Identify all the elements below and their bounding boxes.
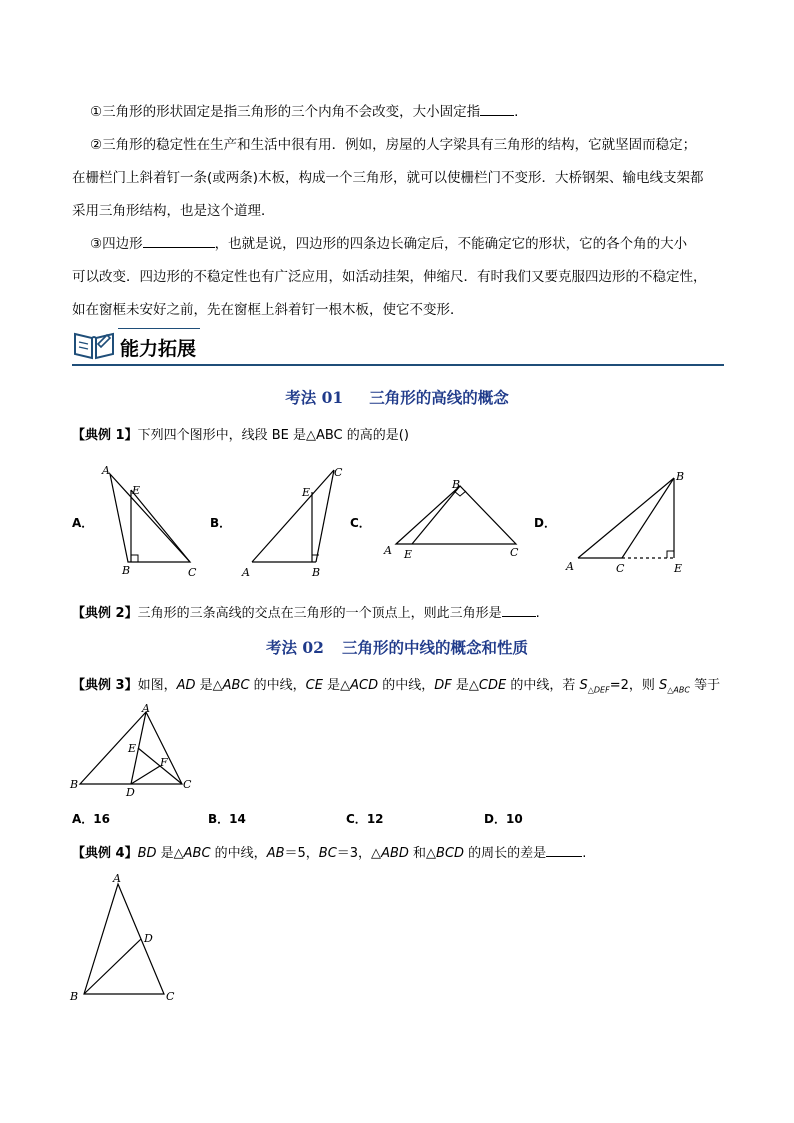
label-a: A — [242, 566, 250, 579]
label-c: C — [166, 990, 175, 1003]
answer-blank[interactable] — [502, 602, 536, 617]
label-a: A — [566, 560, 574, 573]
label-b: B — [452, 478, 461, 491]
label-c: C — [616, 562, 625, 575]
label-a: A — [384, 544, 392, 557]
label-c: C — [510, 546, 519, 559]
method-2-heading: 考法 02 三角形的中线的概念和性质 — [266, 638, 528, 657]
label-e: E — [128, 742, 137, 755]
header-top-line — [118, 328, 200, 329]
example-2-question: 【典例 2】三角形的三条高线的交点在三角形的一个顶点上，则此三角形是 . — [72, 602, 732, 621]
answer-blank[interactable] — [480, 101, 514, 116]
intro-line-4: 采用三角形结构，也是这个道理． — [72, 203, 275, 219]
label-c: C — [188, 566, 197, 579]
option-c[interactable]: C． — [350, 516, 371, 530]
book-icon — [72, 326, 116, 362]
intro-line-5: ③四边形 ，也就是说，四边形的四条边长确定后，不能确定它的形状，它的各个角的大小 — [72, 228, 724, 261]
option-b[interactable]: B． — [210, 516, 232, 530]
label-e: E — [404, 548, 413, 561]
option-a[interactable]: A．16 — [72, 812, 110, 826]
label-a: A — [142, 702, 150, 715]
option-b[interactable]: B．14 — [208, 812, 246, 826]
section-title: 能力拓展 — [120, 338, 197, 360]
method-1-heading: 考法 01 三角形的高线的概念 — [285, 388, 509, 407]
label-b: B — [70, 990, 79, 1003]
intro-line-2: ②三角形的稳定性在生产和生活中很有用．例如，房屋的人字梁具有三角形的结构，它就坚固而稳定； — [90, 137, 697, 153]
label-e: E — [674, 562, 683, 575]
intro-line-3: 在栅栏门上斜着钉一条(或两条)木板，构成一个三角形，就可以使栅栏门不变形．大桥钢架、输电线支架都 — [72, 170, 704, 186]
figure-option-a — [96, 462, 206, 580]
label-d: D — [144, 932, 153, 945]
label-d: D — [126, 786, 135, 799]
label-a: A — [113, 872, 121, 885]
example-1-question: 【典例 1】下列四个图形中，线段 BE 是△ABC 的高的是() — [72, 428, 409, 443]
answer-blank[interactable] — [546, 842, 582, 857]
label-c: C — [334, 466, 343, 479]
label-b: B — [676, 470, 685, 483]
intro-paragraph — [72, 96, 724, 327]
option-d[interactable]: D．10 — [484, 812, 523, 826]
answer-blank[interactable] — [143, 233, 215, 248]
label-b: B — [122, 564, 131, 577]
example-3-question: 【典例 3】如图，AD 是△ABC 的中线，CE 是△ACD 的中线，DF 是△CDE 的中线，若 $S_{\triangle DEF}=2$，则 $S_{\triangle ABC}$ 等于 — [72, 678, 721, 695]
label-e: E — [132, 484, 141, 497]
example-4-question: 【典例 4】BD 是△ABC 的中线，AB＝5，BC＝3，△ABD 和△BCD 的周长的差是 . — [72, 842, 732, 861]
label-e: E — [302, 486, 311, 499]
option-a[interactable]: A． — [72, 516, 94, 530]
figure-example-4 — [66, 868, 182, 1008]
section-rule — [72, 364, 724, 366]
label-a: A — [102, 464, 110, 477]
label-f: F — [160, 756, 168, 769]
option-d[interactable]: D． — [534, 516, 556, 530]
label-b: B — [312, 566, 321, 579]
section-header — [72, 322, 724, 366]
label-b: B — [70, 778, 79, 791]
option-c[interactable]: C．12 — [346, 812, 384, 826]
intro-line-6: 可以改变．四边形的不稳定性也有广泛应用，如活动挂架，伸缩尺．有时我们又要克服四边形的不稳定性， — [72, 269, 707, 285]
intro-line-7: 如在窗框未安好之前，先在窗框上斜着钉一根木板，使它不变形． — [72, 302, 464, 318]
figure-option-b — [236, 462, 352, 580]
label-c: C — [183, 778, 192, 791]
figure-example-3 — [68, 700, 198, 800]
intro-line-1: ①三角形的形状固定是指三角形的三个内角不会改变，大小固定指 . — [72, 96, 724, 129]
figure-option-d — [564, 464, 694, 576]
figure-option-c — [378, 474, 528, 566]
